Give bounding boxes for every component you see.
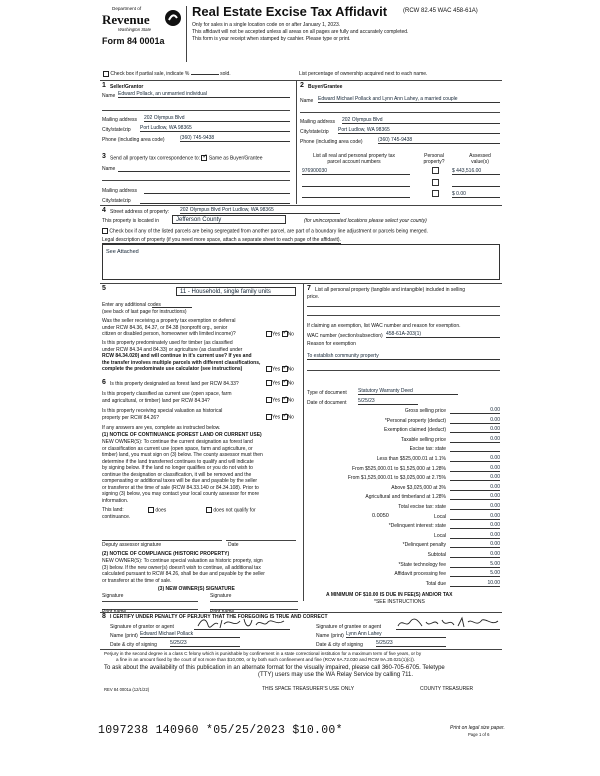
deputy-assessor-label: Deputy assessor signature bbox=[102, 542, 162, 548]
correspondence-city-field[interactable] bbox=[140, 198, 290, 204]
assessed-value-1[interactable]: $ 443,516.00 bbox=[452, 168, 500, 175]
tax-row-label: *Personal property (deduct) bbox=[384, 417, 446, 424]
grantee-date-field[interactable]: 5/25/23 bbox=[376, 640, 446, 647]
tax-row-value[interactable]: 0.00 bbox=[450, 474, 500, 481]
seller-phone-field[interactable]: (360) 745-9438 bbox=[180, 135, 290, 142]
grantee-date-label: Date & city of signing bbox=[316, 642, 363, 648]
personal-property-label-2: price. bbox=[307, 294, 320, 300]
grantee-signature-icon bbox=[396, 616, 500, 630]
certification-text: I CERTIFY UNDER PENALTY OF PERJURY THAT THE FOREGOING IS TRUE AND CORRECT bbox=[110, 614, 328, 620]
local-rate: 0.0050 bbox=[372, 513, 389, 520]
tax-row-label: *Delinquent interest: state bbox=[388, 523, 446, 530]
cashier-stamp: 1097238 140960 *05/25/2023 $10.00* bbox=[98, 724, 343, 737]
owner-print-label-1: Print name bbox=[102, 609, 127, 615]
forest-yes-no: Yes ✓ No bbox=[266, 380, 294, 386]
notice-line: continue the designation or classification, it will be removed and the bbox=[102, 471, 252, 478]
timber-question: Is this property predominately used for timber (as classified under RCW 84.34 and 84.33) or agriculture (as classified under RCW 84.34.020) and will continue in it's current use? If yes and the transfer involves multiple parcels with different classifications, complete the predominate use calculator (see instructions) bbox=[102, 340, 261, 372]
personal-header: Personal property? bbox=[423, 153, 445, 165]
tax-row-value[interactable]: 0.00 bbox=[450, 522, 500, 529]
tax-row-label: Affidavit processing fee bbox=[394, 571, 446, 578]
partial-sale-checkbox[interactable] bbox=[103, 71, 109, 77]
correspondence-city-label: City/state/zip bbox=[102, 198, 131, 204]
notice-line: determine if the land transferred continues to qualify and will indicate bbox=[102, 458, 254, 465]
seller-name-label: Name bbox=[102, 93, 116, 99]
tax-row-label: Subtotal bbox=[427, 552, 446, 558]
personal-checkbox-3[interactable] bbox=[432, 190, 439, 197]
seller-city-label: City/state/zip bbox=[102, 127, 131, 133]
partial-sale-row: Check box if partial sale, indicate % sold. bbox=[103, 70, 231, 77]
tax-row-value[interactable]: 10.00 bbox=[450, 580, 500, 587]
correspondence-mailing-label: Mailing address bbox=[102, 188, 138, 194]
parcel-number-3[interactable] bbox=[302, 191, 410, 198]
document-date-field[interactable]: 5/25/23 bbox=[358, 398, 418, 405]
county-treasurer-label: COUNTY TREASURER bbox=[420, 686, 474, 692]
tax-row-label: Total excise tax: state bbox=[398, 504, 446, 510]
notice-line: or transferor at the time of sale. bbox=[102, 577, 172, 584]
tax-row-value[interactable]: 0.00 bbox=[450, 503, 500, 510]
wac-label: WAC number (section/subsection) bbox=[307, 333, 383, 339]
does-option: does bbox=[148, 507, 166, 513]
tax-row-value[interactable]: 0.00 bbox=[450, 465, 500, 472]
logo-swirl-icon bbox=[164, 9, 182, 27]
see-instructions-note: *SEE INSTRUCTIONS bbox=[374, 599, 425, 605]
note-2: This affidavit will not be accepted unless all areas on all pages are fully and accurately completed. bbox=[192, 29, 409, 35]
owner-signature-label-2: Signature bbox=[210, 593, 232, 599]
correspondence-name-field[interactable] bbox=[118, 166, 290, 172]
additional-codes-label: Enter any additional codes bbox=[102, 302, 161, 308]
tax-row-label: Excise tax: state bbox=[409, 446, 446, 453]
notice-line: NEW OWNER(S): To continue the current designation as forest land bbox=[102, 439, 253, 445]
notice-continuance-text bbox=[102, 439, 263, 504]
reason-field[interactable]: To establish community property bbox=[307, 353, 500, 360]
tax-row-label: Less than $525,000.01 at 1.1% bbox=[376, 456, 446, 462]
seller-mailing-field[interactable]: 202 Olympus Blvd bbox=[144, 115, 290, 122]
rcw-reference: (RCW 82.45 WAC 458-61A) bbox=[403, 8, 478, 14]
exemption-instruction: If claiming an exemption, list WAC number and reason for exemption. bbox=[307, 323, 461, 329]
tax-row-label: Total due bbox=[425, 580, 446, 587]
section-3-text: Send all property tax correspondence to: ✓ Same as Buyer/Grantee bbox=[110, 155, 262, 161]
tax-row-label: Above $3,025,000 at 3% bbox=[391, 484, 446, 491]
section-5-number: 5 bbox=[102, 285, 106, 292]
wac-number-field[interactable]: 458-61A-203(1) bbox=[386, 331, 500, 338]
exemption-yes-checkbox[interactable] bbox=[266, 331, 272, 337]
notice-line: or classification as current use (open space, farm and agriculture, or bbox=[102, 445, 253, 452]
section-1-number: 1 bbox=[102, 82, 106, 89]
segregation-row: Check box if any of the listed parcels are being segregated from another parcel, are part of a boundary line adjustment or parcels being merged. bbox=[102, 228, 428, 234]
section-4-number: 4 bbox=[102, 207, 106, 214]
tax-row-label: Local bbox=[434, 513, 446, 520]
tax-row-label: From $1,525,000.01 to $3,025,000 at 2.75% bbox=[347, 475, 446, 482]
new-owner-signature-title: (3) NEW OWNER(S) SIGNATURE bbox=[158, 586, 235, 592]
buyer-city-field[interactable]: Port Ludlow, WA 98365 bbox=[338, 127, 500, 134]
tax-row-value[interactable]: 5.00 bbox=[450, 561, 500, 568]
exemption-yes-no: Yes ✓ No bbox=[266, 331, 294, 337]
grantee-name-label: Name (print) bbox=[316, 633, 344, 639]
legal-paper-note: Print on legal size paper. bbox=[450, 725, 505, 731]
grantor-date-label: Date & city of signing bbox=[110, 642, 157, 648]
tax-row-label: *Delinquent penalty bbox=[402, 542, 446, 549]
segregation-checkbox[interactable] bbox=[102, 228, 108, 234]
unincorporated-note: (for unincorporated locations please select your county) bbox=[304, 218, 427, 224]
grantee-name-field[interactable]: Lynn Ann Lahey bbox=[346, 631, 446, 638]
notice-continuance-title: (1) NOTICE OF CONTINUANCE (FOREST LAND OR CURRENT USE) bbox=[102, 432, 262, 438]
tax-row-value[interactable]: 0.00 bbox=[450, 493, 500, 500]
parcel-number-1[interactable]: 976900030 bbox=[302, 168, 410, 175]
treasurer-use-label: THIS SPACE TREASURER'S USE ONLY bbox=[262, 686, 355, 692]
seller-phone-label: Phone (including area code) bbox=[102, 137, 165, 143]
tax-row-label: From $525,000.01 to $1,525,000 at 1.28% bbox=[352, 465, 446, 472]
historic-no-checkbox[interactable] bbox=[282, 414, 288, 420]
alternate-format-text-2: (TTY) users may use the WA Relay Service by calling 711. bbox=[258, 672, 414, 678]
deputy-date-label: Date bbox=[228, 542, 239, 548]
grantee-signature-label: Signature of grantee or agent bbox=[316, 624, 382, 630]
county-select[interactable]: Jefferson County bbox=[172, 215, 286, 224]
page-title: Real Estate Excise Tax Affidavit bbox=[192, 4, 388, 19]
assessed-value-3[interactable]: $ 0.00 bbox=[452, 191, 500, 198]
logo-dept: Department of bbox=[112, 6, 142, 11]
section-3-number: 3 bbox=[102, 153, 106, 160]
notice-line: NEW OWNER(S): To continue special valuation as historic property, sign bbox=[102, 558, 263, 564]
list-percentage-note: List percentage of ownership acquired next to each name. bbox=[299, 71, 428, 77]
grantor-signature-label: Signature of grantor or agent bbox=[110, 624, 174, 630]
timber-yes-no: Yes ✓ No bbox=[266, 366, 294, 372]
tax-row-value[interactable]: 0.00 bbox=[450, 417, 500, 424]
see-back-note: (see back of last page for instructions) bbox=[102, 309, 187, 315]
tax-row-label: *State technology fee bbox=[398, 561, 446, 568]
does-qualify-checkbox[interactable] bbox=[148, 507, 154, 513]
tax-row-value[interactable]: 0.00 bbox=[450, 551, 500, 558]
assessed-header: Assessed value(s) bbox=[469, 153, 491, 165]
tax-row-label: Local bbox=[434, 532, 446, 539]
grantor-signature-icon bbox=[194, 616, 290, 630]
current-use-question: Is this property classified as current use (open space, farm and agricultural, or timber) land per RCW 84.34? bbox=[102, 391, 232, 404]
seller-name-field[interactable]: Edward Pollack, an unmarried individual bbox=[118, 91, 290, 98]
assessed-value-2[interactable] bbox=[452, 180, 500, 187]
form-number: Form 84 0001a bbox=[102, 36, 165, 46]
notice-compliance-text bbox=[102, 558, 265, 584]
seller-mailing-label: Mailing address bbox=[102, 117, 138, 123]
document-type-label: Type of document bbox=[307, 390, 347, 396]
section-6-number: 6 bbox=[102, 379, 106, 386]
tax-row-value[interactable]: 0.00 bbox=[450, 426, 500, 433]
dor-logo bbox=[100, 6, 182, 52]
notice-line: or transferor at the time of sale (RCW 84.33.140 or 84.34.108). Prior to bbox=[102, 484, 259, 491]
notice-line: compensating or additional taxes will be due and payable by the seller bbox=[102, 478, 258, 484]
tax-row-value[interactable]: 0.00 bbox=[450, 436, 500, 443]
revision-number: REV 84 0001a (12/1/22) bbox=[104, 687, 150, 692]
section-1-title: Seller/Grantor bbox=[110, 84, 144, 90]
personal-checkbox-1[interactable] bbox=[432, 167, 439, 174]
current-use-yes-no: Yes ✓ No bbox=[266, 397, 294, 403]
notice-line: (3) below. If the new owner(s) doesn't wish to continue, all additional tax bbox=[102, 564, 261, 571]
buyer-name-label: Name bbox=[300, 98, 314, 104]
legal-description-field[interactable]: See Attached bbox=[102, 244, 500, 280]
correspondence-name-label: Name bbox=[102, 166, 116, 172]
seller-city-field[interactable]: Port Ludlow, WA 98365 bbox=[140, 125, 290, 132]
note-3: This form is your receipt when stamped by cashier. Please type or print. bbox=[192, 36, 351, 42]
section-2-title: Buyer/Grantee bbox=[308, 84, 343, 90]
tax-row-value[interactable] bbox=[450, 445, 500, 452]
reason-label: Reason for exemption bbox=[307, 341, 356, 347]
alternate-format-text-1: To ask about the availability of this publication in an alternate format for the visually impaired, please call 360-705-6705. Teletype bbox=[104, 665, 445, 671]
timber-no-checkbox[interactable] bbox=[282, 366, 288, 372]
historic-question: Is this property receiving special valuation as historical property per RCW 84.26? bbox=[102, 408, 223, 421]
buyer-phone-field[interactable]: (360) 745-9438 bbox=[378, 137, 500, 144]
timber-yes-checkbox[interactable] bbox=[266, 366, 272, 372]
minimum-due-note: A MINIMUM OF $10.00 IS DUE IN FEE(S) AND/OR TAX bbox=[326, 592, 453, 598]
located-in-label: This property is located in bbox=[102, 218, 159, 224]
land-use-code-select[interactable]: 11 - Household, single family units bbox=[176, 287, 296, 296]
forest-no-checkbox[interactable] bbox=[282, 380, 288, 386]
buyer-phone-label: Phone (including area code) bbox=[300, 139, 363, 145]
grantor-name-field[interactable]: Edward Michael Pollack bbox=[140, 631, 240, 638]
section-7-number: 7 bbox=[307, 285, 311, 292]
logo-revenue: Revenue bbox=[102, 12, 150, 27]
historic-yes-checkbox[interactable] bbox=[266, 414, 272, 420]
tax-row-value[interactable]: 0.00 bbox=[450, 407, 500, 414]
personal-property-label: List all personal property (tangible and intangible) included in selling bbox=[315, 287, 466, 293]
forest-yes-checkbox[interactable] bbox=[266, 380, 272, 386]
street-address-field[interactable]: 202 Olympus Blvd Port Ludlow, WA 98365 bbox=[180, 207, 340, 214]
note-1: Only for sales in a single location code on or after January 1, 2023. bbox=[192, 22, 341, 28]
does-not-option: does not qualify for bbox=[206, 507, 256, 513]
tax-row-label: Exemption claimed (deduct) bbox=[384, 427, 446, 434]
grantor-date-field[interactable]: 5/25/23 bbox=[170, 640, 240, 647]
historic-yes-no: Yes ✓ No bbox=[266, 414, 294, 420]
document-type-field[interactable]: Statutory Warranty Deed bbox=[358, 388, 458, 395]
forest-land-question: Is this property designated as forest land per RCW 84.33? bbox=[110, 381, 239, 387]
notice-line: by signing below. If the land no longer qualifies or you do not wish to bbox=[102, 465, 253, 471]
current-use-no-checkbox[interactable] bbox=[282, 397, 288, 403]
section-8-number: 8 bbox=[102, 613, 106, 620]
notice-compliance-title: (2) NOTICE OF COMPLIANCE (HISTORIC PROPERTY) bbox=[102, 551, 230, 557]
tax-row-label: Agricultural and timberland at 1.28% bbox=[365, 494, 446, 501]
owner-print-label-2: Print name bbox=[210, 609, 235, 615]
same-as-buyer-checkbox[interactable] bbox=[201, 155, 207, 161]
grantor-signature-field[interactable] bbox=[194, 616, 290, 630]
buyer-city-label: City/state/zip bbox=[300, 129, 329, 135]
tax-row-value[interactable]: 0.00 bbox=[450, 455, 500, 462]
tax-row-value[interactable]: 0.00 bbox=[450, 541, 500, 548]
buyer-name-field[interactable]: Edward Michael Pollack and Lynn Ann Lahey, a married couple bbox=[318, 96, 500, 103]
buyer-mailing-label: Mailing address bbox=[300, 119, 336, 125]
does-not-qualify-checkbox[interactable] bbox=[206, 507, 212, 513]
partial-pct-field[interactable] bbox=[191, 70, 219, 75]
exemption-question: Was the seller receiving a property tax exemption or deferral under RCW 84.36, 84.37, or 84.38 (nonprofit org., senior citizen or disabled person, homeowner with limited income)? bbox=[102, 318, 236, 337]
tax-row-value[interactable]: 0.00 bbox=[450, 532, 500, 539]
notice-line: information. bbox=[102, 497, 129, 504]
page-number: Page 1 of 6 bbox=[468, 732, 490, 737]
additional-codes-field[interactable] bbox=[152, 302, 192, 308]
notice-line: calculated pursuant to RCW 84.26, shall be due and payable by the seller bbox=[102, 571, 265, 577]
this-land-label: This land: bbox=[102, 507, 124, 513]
notice-line: timber) land, you must sign on (3) below. The county assessor must then bbox=[102, 452, 263, 458]
personal-checkbox-2[interactable] bbox=[432, 179, 439, 186]
current-use-yes-checkbox[interactable] bbox=[266, 397, 272, 403]
notice-line: signing (3) below, you may contact your local county assessor for more bbox=[102, 491, 260, 497]
street-address-label: Street address of property: bbox=[110, 209, 170, 215]
legal-description-label: Legal description of property (if you need more space, attach a separate sheet to each page of the affidavit). bbox=[102, 237, 341, 243]
buyer-mailing-field[interactable]: 202 Olympus Blvd bbox=[342, 117, 500, 124]
owner-signature-label-1: Signature bbox=[102, 593, 124, 599]
tax-row-value[interactable]: 5.00 bbox=[450, 570, 500, 577]
perjury-text-2: a fine in an amount fixed by the court of not more than $10,000, or by both such confinement and fine (RCW 9A.72.030 and RCW 9A.20.021(1)(c)). bbox=[116, 657, 416, 662]
tax-row-value[interactable]: 0.00 bbox=[450, 513, 500, 520]
logo-state: Washington State bbox=[118, 27, 151, 32]
exemption-no-checkbox[interactable] bbox=[282, 331, 288, 337]
grantor-name-label: Name (print) bbox=[110, 633, 138, 639]
continuance-label: continuance. bbox=[102, 514, 131, 520]
parcel-header: List all real and personal property tax parcel account numbers bbox=[313, 153, 395, 165]
grantee-signature-field[interactable] bbox=[396, 616, 500, 630]
perjury-text-1: Perjury in the second degree is a class C felony which is punishable by confinement in a state correctional institution for a maximum term of five years, or by bbox=[104, 651, 422, 656]
tax-row-label: Taxable selling price bbox=[400, 436, 446, 443]
if-any-yes-note: If any answers are yes, complete as instructed below. bbox=[102, 425, 221, 431]
parcel-number-2[interactable] bbox=[302, 180, 410, 187]
tax-row-label: Gross selling price bbox=[404, 408, 446, 414]
document-date-label: Date of document bbox=[307, 400, 347, 406]
section-2-number: 2 bbox=[300, 82, 304, 89]
tax-row-value[interactable]: 0.00 bbox=[450, 484, 500, 491]
correspondence-mailing-field[interactable] bbox=[144, 188, 290, 194]
